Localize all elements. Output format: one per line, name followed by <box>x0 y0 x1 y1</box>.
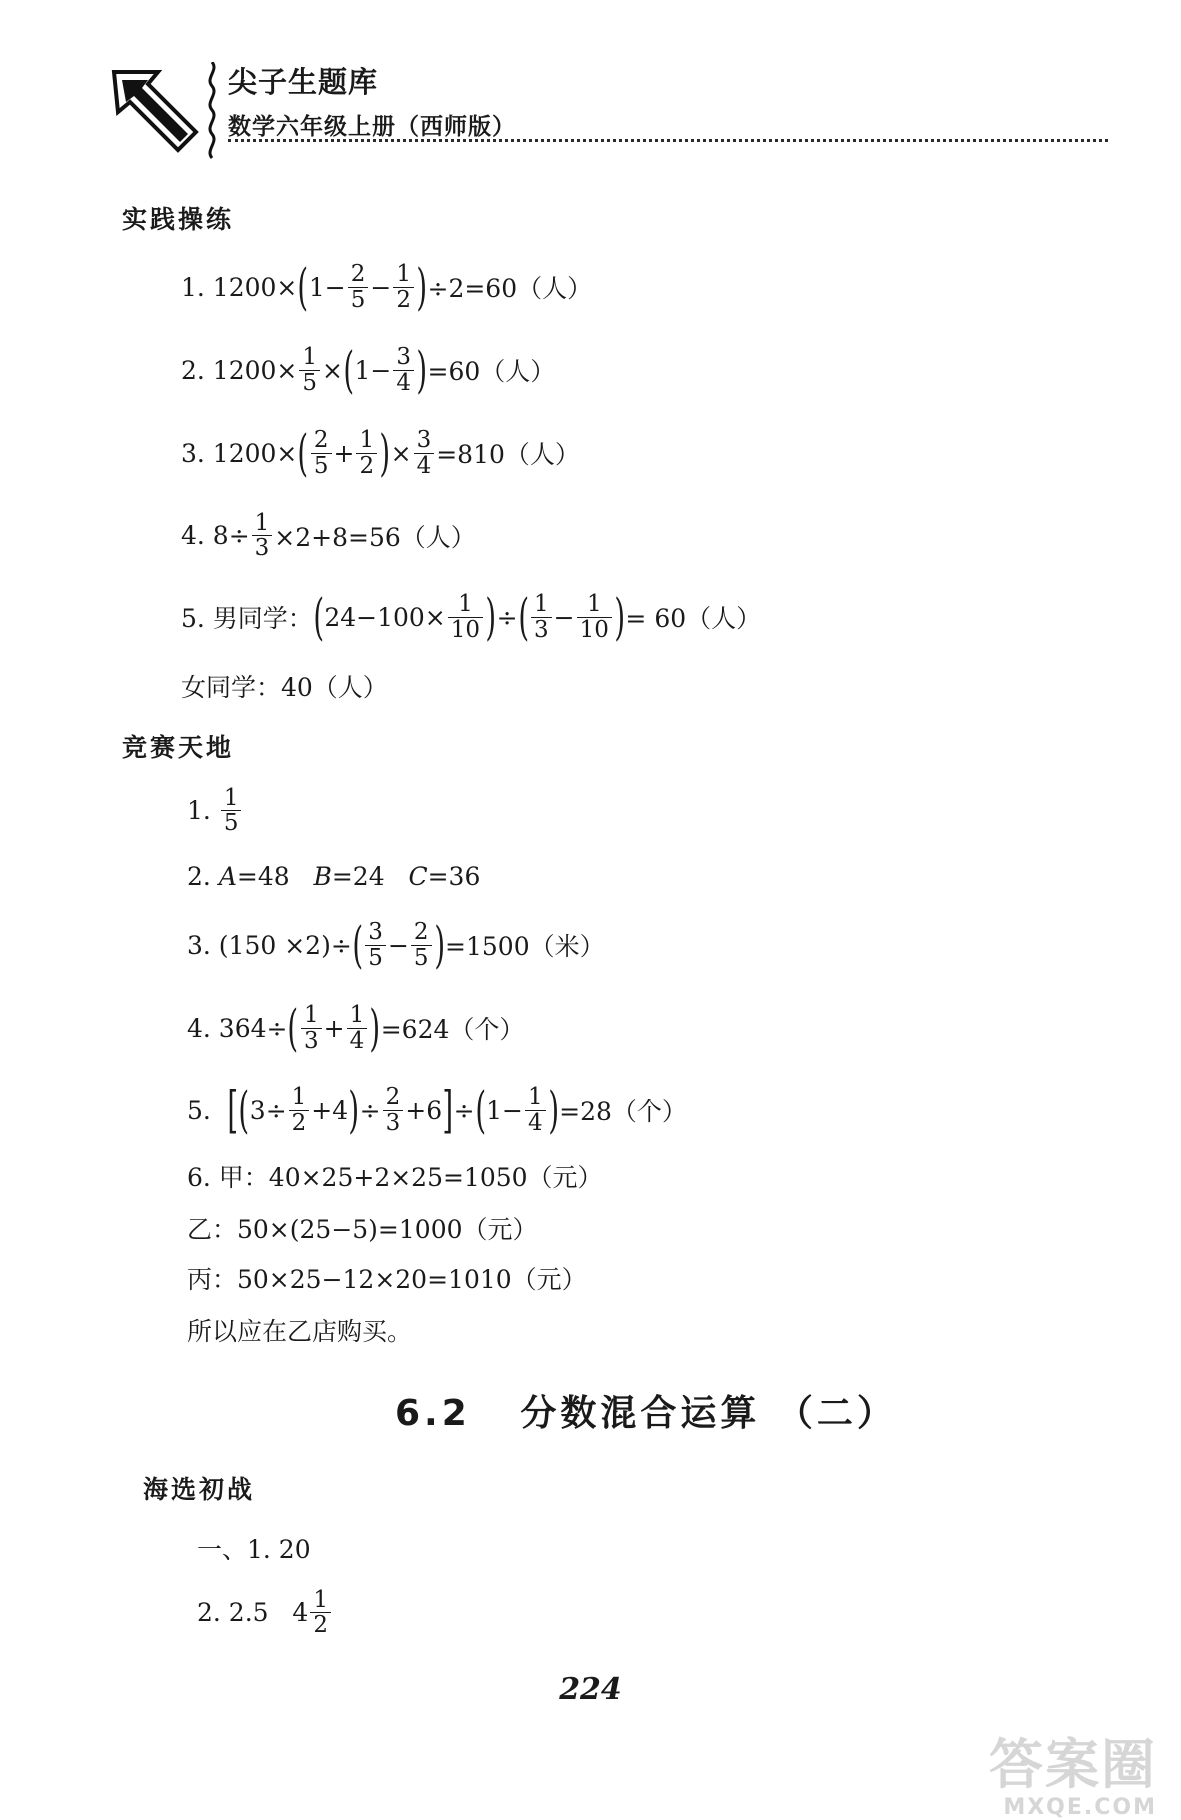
fraction: $\frac{1}{2}$ <box>356 428 377 477</box>
expr-result: ×2+8=56（人） <box>274 522 476 552</box>
expr-prefix: 3. 1200× <box>181 438 298 468</box>
fraction: $\frac{2}{5}$ <box>411 920 432 969</box>
competition-item-6-jia: 6. 甲：40×25+2×25=1050（元） <box>187 1163 603 1192</box>
fraction: $\frac{1}{4}$ <box>525 1085 546 1134</box>
competition-item-6-conclusion: 所以应在乙店购买。 <box>187 1317 413 1346</box>
practice-item-3: 3. 1200× ( $\frac{2}{5}$ + $\frac{1}{2}$ ) × $\frac{3}{4}$ =810（人） <box>181 424 580 482</box>
fraction: $\frac{2}{5}$ <box>311 428 332 477</box>
fraction: $\frac{1}{3}$ <box>301 1003 322 1052</box>
section-heading-competition: 竞赛天地 <box>122 733 235 762</box>
logo-arrow-icon <box>108 62 203 157</box>
header-dotted-rule <box>228 139 1108 142</box>
fraction: $\frac{3}{4}$ <box>393 345 414 394</box>
section-heading-practice: 实践操练 <box>122 205 235 234</box>
practice-item-4 <box>181 511 476 560</box>
competition-item-3: 3. (150 ×2)÷ ( $\frac{3}{5}$ − $\frac{2}{5}$ ) =1500（米） <box>187 916 605 974</box>
section-heading-preliminary: 海选初战 <box>143 1475 256 1504</box>
competition-item-1: 1. $\frac{1}{5}$ <box>187 786 243 835</box>
expr-result: ÷2=60（人） <box>427 274 593 303</box>
fraction: $\frac{2}{5}$ <box>348 262 369 311</box>
page-number: 224 <box>559 1672 622 1707</box>
fraction: $\frac{1}{2}$ <box>393 262 414 311</box>
competition-item-6-bing: 丙：50×25−12×20=1010（元） <box>187 1265 587 1294</box>
fraction: $\frac{1}{3}$ <box>252 511 273 560</box>
competition-item-6-yi: 乙：50×(25−5)=1000（元） <box>187 1215 538 1244</box>
book-subtitle: 数学六年级上册（西师版） <box>228 114 516 140</box>
chapter-heading <box>395 1385 897 1436</box>
expr-prefix: 2. 1200× <box>181 355 298 385</box>
fraction: $\frac{1}{10}$ <box>577 592 612 641</box>
practice-item-2: 2. 1200× $\frac{1}{5}$ × ( 1− $\frac{3}{4}$ ) =60（人） <box>181 341 556 399</box>
fraction: $\frac{1}{5}$ <box>299 345 320 394</box>
header-divider-icon <box>205 62 219 162</box>
fraction: $\frac{3}{5}$ <box>365 920 386 969</box>
watermark-url: MXQE.COM <box>1003 1795 1157 1820</box>
watermark-logo-text: 答案圈 <box>989 1733 1157 1796</box>
fraction: $\frac{1}{5}$ <box>221 786 242 835</box>
expr-result: =810（人） <box>436 440 580 469</box>
preliminary-item-2: 2. 2.5 4 $\frac{1}{2}$ <box>197 1588 333 1637</box>
fraction: $\frac{1}{3}$ <box>531 592 552 641</box>
fraction: $\frac{1}{2}$ <box>289 1085 310 1134</box>
competition-item-4: 4. 364÷ ( $\frac{1}{3}$ + $\frac{1}{4}$ ) =624（个） <box>187 999 525 1057</box>
competition-item-5: 5. [ ( 3÷ $\frac{1}{2}$ +4 ) ÷ $\frac{2}{3}$ +6 ] ÷ ( 1− $\frac{1}{4}$ ) =28（个） <box>187 1081 687 1139</box>
practice-item-5-female: 女同学：40（人） <box>181 673 388 702</box>
expr-prefix: 1. 1200× <box>181 272 298 302</box>
watermark <box>989 1722 1157 1820</box>
expr-prefix: 4. 8÷ <box>181 521 250 551</box>
practice-item-5: 5. 男同学： ( 24−100× $\frac{1}{10}$ ) ÷ ( $\frac{1}{3}$ − $\frac{1}{10}$ ) = 60（人） <box>181 588 762 646</box>
chapter-title: 分数混合运算 （二） <box>520 1393 897 1434</box>
expr-prefix: 5. 男同学： <box>181 604 313 633</box>
fraction: $\frac{2}{3}$ <box>383 1085 404 1134</box>
fraction: $\frac{1}{10}$ <box>448 592 483 641</box>
fraction: $\frac{1}{2}$ <box>310 1588 331 1637</box>
preliminary-item-1: 一、1. 20 <box>197 1535 311 1564</box>
book-series-title: 尖子生题库 <box>228 65 379 99</box>
fraction: $\frac{1}{4}$ <box>347 1003 368 1052</box>
practice-item-1: 1. 1200× ( 1− $\frac{2}{5}$ − $\frac{1}{2}$ ) ÷2=60（人） <box>181 258 593 316</box>
competition-item-2: 2. A =48 B =24 C =36 <box>187 862 481 891</box>
expr-result: = 60（人） <box>625 604 762 633</box>
expr-result: =60（人） <box>427 357 556 386</box>
chapter-number: 6.2 <box>395 1393 471 1434</box>
fraction: $\frac{3}{4}$ <box>414 428 435 477</box>
